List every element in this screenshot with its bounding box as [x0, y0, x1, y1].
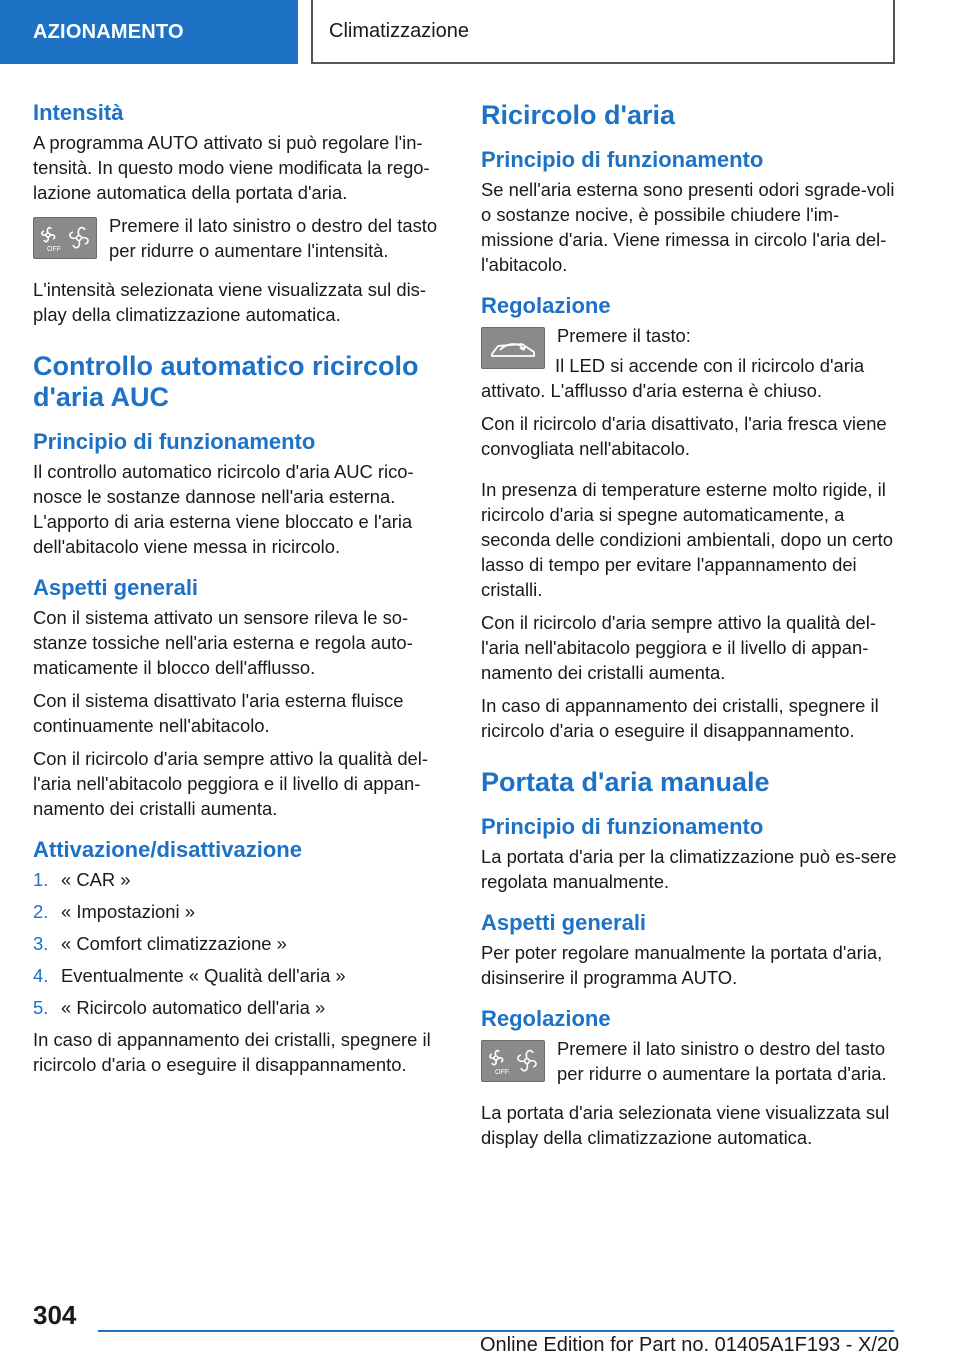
- activation-note: In caso di appannamento dei cristalli, spegnere il ricircolo d'aria o eseguire il disappannamento.: [33, 1029, 431, 1075]
- fan-button-icon: [33, 217, 97, 259]
- manual-general-text: Per poter regolare manualmente la portata d'aria, disinserire il programma AUTO.: [481, 942, 883, 988]
- manual-display-text: La portata d'aria selezionata viene visualizzata sul display della climatizzazione automatica.: [481, 1102, 890, 1148]
- manual-principle-heading: Principio di funzionamento: [481, 814, 764, 839]
- recirc-press-key: Premere il tasto:: [557, 325, 691, 346]
- footer-edition: Online Edition for Part no. 01405A1F193 - X/20: [480, 1334, 900, 1356]
- recirc-heading: Ricircolo d'aria: [481, 100, 675, 130]
- recirc-fog-text: In caso di appannamento dei cristalli, spegnere il ricircolo d'aria o eseguire il disappannamento.: [481, 695, 879, 741]
- intensity-button-text: Premere il lato sinistro o destro del tasto per ridurre o aumentare l'intensità.: [109, 215, 438, 261]
- header-chapter-label: Climatizzazione: [329, 19, 470, 42]
- header-section: [0, 0, 298, 64]
- auc-general-heading: Aspetti generali: [33, 575, 199, 600]
- recirc-always-text: Con il ricircolo d'aria sempre attivo la qualità del-l'aria nell'abitacolo peggiora e il livello di appan-namento dei cristalli aumenta.: [481, 612, 876, 683]
- intensity-button-row: [33, 213, 451, 263]
- right-column: [481, 100, 899, 1158]
- header-chapter: [311, 0, 895, 64]
- auc-general-text-2: Con il sistema disattivato l'aria esterna fluisce continuamente nell'abitacolo.: [33, 690, 404, 736]
- recirc-setting-heading: Regolazione: [481, 293, 611, 318]
- manual-principle-text: La portata d'aria per la climatizzazione può es-sere regolata manualmente.: [481, 846, 897, 892]
- list-item: [33, 931, 451, 956]
- recirc-cold-text: In presenza di temperature esterne molto rigide, il ricircolo d'aria si spegne automaticamente, a seconda delle condizioni ambientali, dopo un certo lasso di tempo per evitare l'appannamento dei cristalli.: [481, 479, 894, 600]
- footer-divider: [98, 1330, 894, 1332]
- step-number: 5.: [33, 997, 49, 1018]
- step-number: 1.: [33, 869, 49, 890]
- left-column: [33, 100, 451, 1085]
- manual-setting-heading: Regolazione: [481, 1006, 611, 1031]
- recirc-off-text: Con il ricircolo d'aria disattivato, l'aria fresca viene convogliata nell'abitacolo.: [481, 413, 887, 459]
- intensity-display-text: L'intensità selezionata viene visualizzata sul dis-play della climatizzazione automatica.: [33, 279, 426, 325]
- step-text: « Comfort climatizzazione »: [61, 933, 287, 954]
- list-item: [33, 867, 451, 892]
- page-number: 304: [33, 1300, 77, 1330]
- intensity-heading: Intensità: [33, 100, 124, 125]
- recirc-led-text: Il LED si accende con il ricircolo d'aria attivato. L'afflusso d'aria esterna è chiuso.: [481, 355, 865, 401]
- step-text: « Impostazioni »: [61, 901, 195, 922]
- step-text: « Ricircolo automatico dell'aria »: [61, 997, 326, 1018]
- activation-heading: Attivazione/disattivazione: [33, 837, 302, 862]
- header-section-label: AZIONAMENTO: [33, 20, 184, 43]
- manual-button-text: Premere il lato sinistro o destro del tasto per ridurre o aumentare la portata d'aria.: [557, 1038, 887, 1084]
- list-item: [33, 995, 451, 1020]
- manual-general-heading: Aspetti generali: [481, 910, 647, 935]
- recirculation-button-icon: [481, 327, 545, 369]
- step-text: « CAR »: [61, 869, 131, 890]
- manual-heading: Portata d'aria manuale: [481, 767, 770, 797]
- recirc-principle-heading: Principio di funzionamento: [481, 147, 764, 172]
- auc-heading: Controllo automatico ricircolo d'aria AUC: [33, 351, 419, 412]
- step-number: 2.: [33, 901, 49, 922]
- list-item: [33, 963, 451, 988]
- step-number: 4.: [33, 965, 49, 986]
- activation-steps: [33, 867, 451, 1020]
- svg-text:OFF: OFF: [47, 246, 61, 253]
- manual-button-row: [481, 1036, 899, 1086]
- auc-general-text-1: Con il sistema attivato un sensore rileva le so-stanze tossiche nell'aria esterna e regola auto-maticamente il blocco dell'afflusso.: [33, 607, 413, 678]
- fan-button-icon: [481, 1040, 545, 1082]
- recirc-principle-text: Se nell'aria esterna sono presenti odori sgrade-voli o sostanze nocive, è possibile chiudere l'im-missione d'aria. Viene rimessa in circolo l'aria del-l'abitacolo.: [481, 179, 895, 275]
- step-number: 3.: [33, 933, 49, 954]
- auc-principle-heading: Principio di funzionamento: [33, 429, 316, 454]
- auc-principle-text: Il controllo automatico ricircolo d'aria AUC rico-nosce le sostanze dannose nell'aria esterna. L'apporto di aria esterna viene bloccato e l'aria dell'abitacolo viene messa in ricircolo.: [33, 461, 414, 557]
- step-text: Eventualmente « Qualità dell'aria »: [61, 965, 346, 986]
- svg-text:OFF: OFF: [495, 1069, 509, 1076]
- auc-general-text-3: Con il ricircolo d'aria sempre attivo la qualità del-l'aria nell'abitacolo peggiora e il livello di appan-namento dei cristalli aumenta.: [33, 748, 428, 819]
- list-item: [33, 899, 451, 924]
- intensity-text: A programma AUTO attivato si può regolare l'in-tensità. In questo modo viene modificata la rego-lazione automatica della portata d'aria.: [33, 132, 430, 203]
